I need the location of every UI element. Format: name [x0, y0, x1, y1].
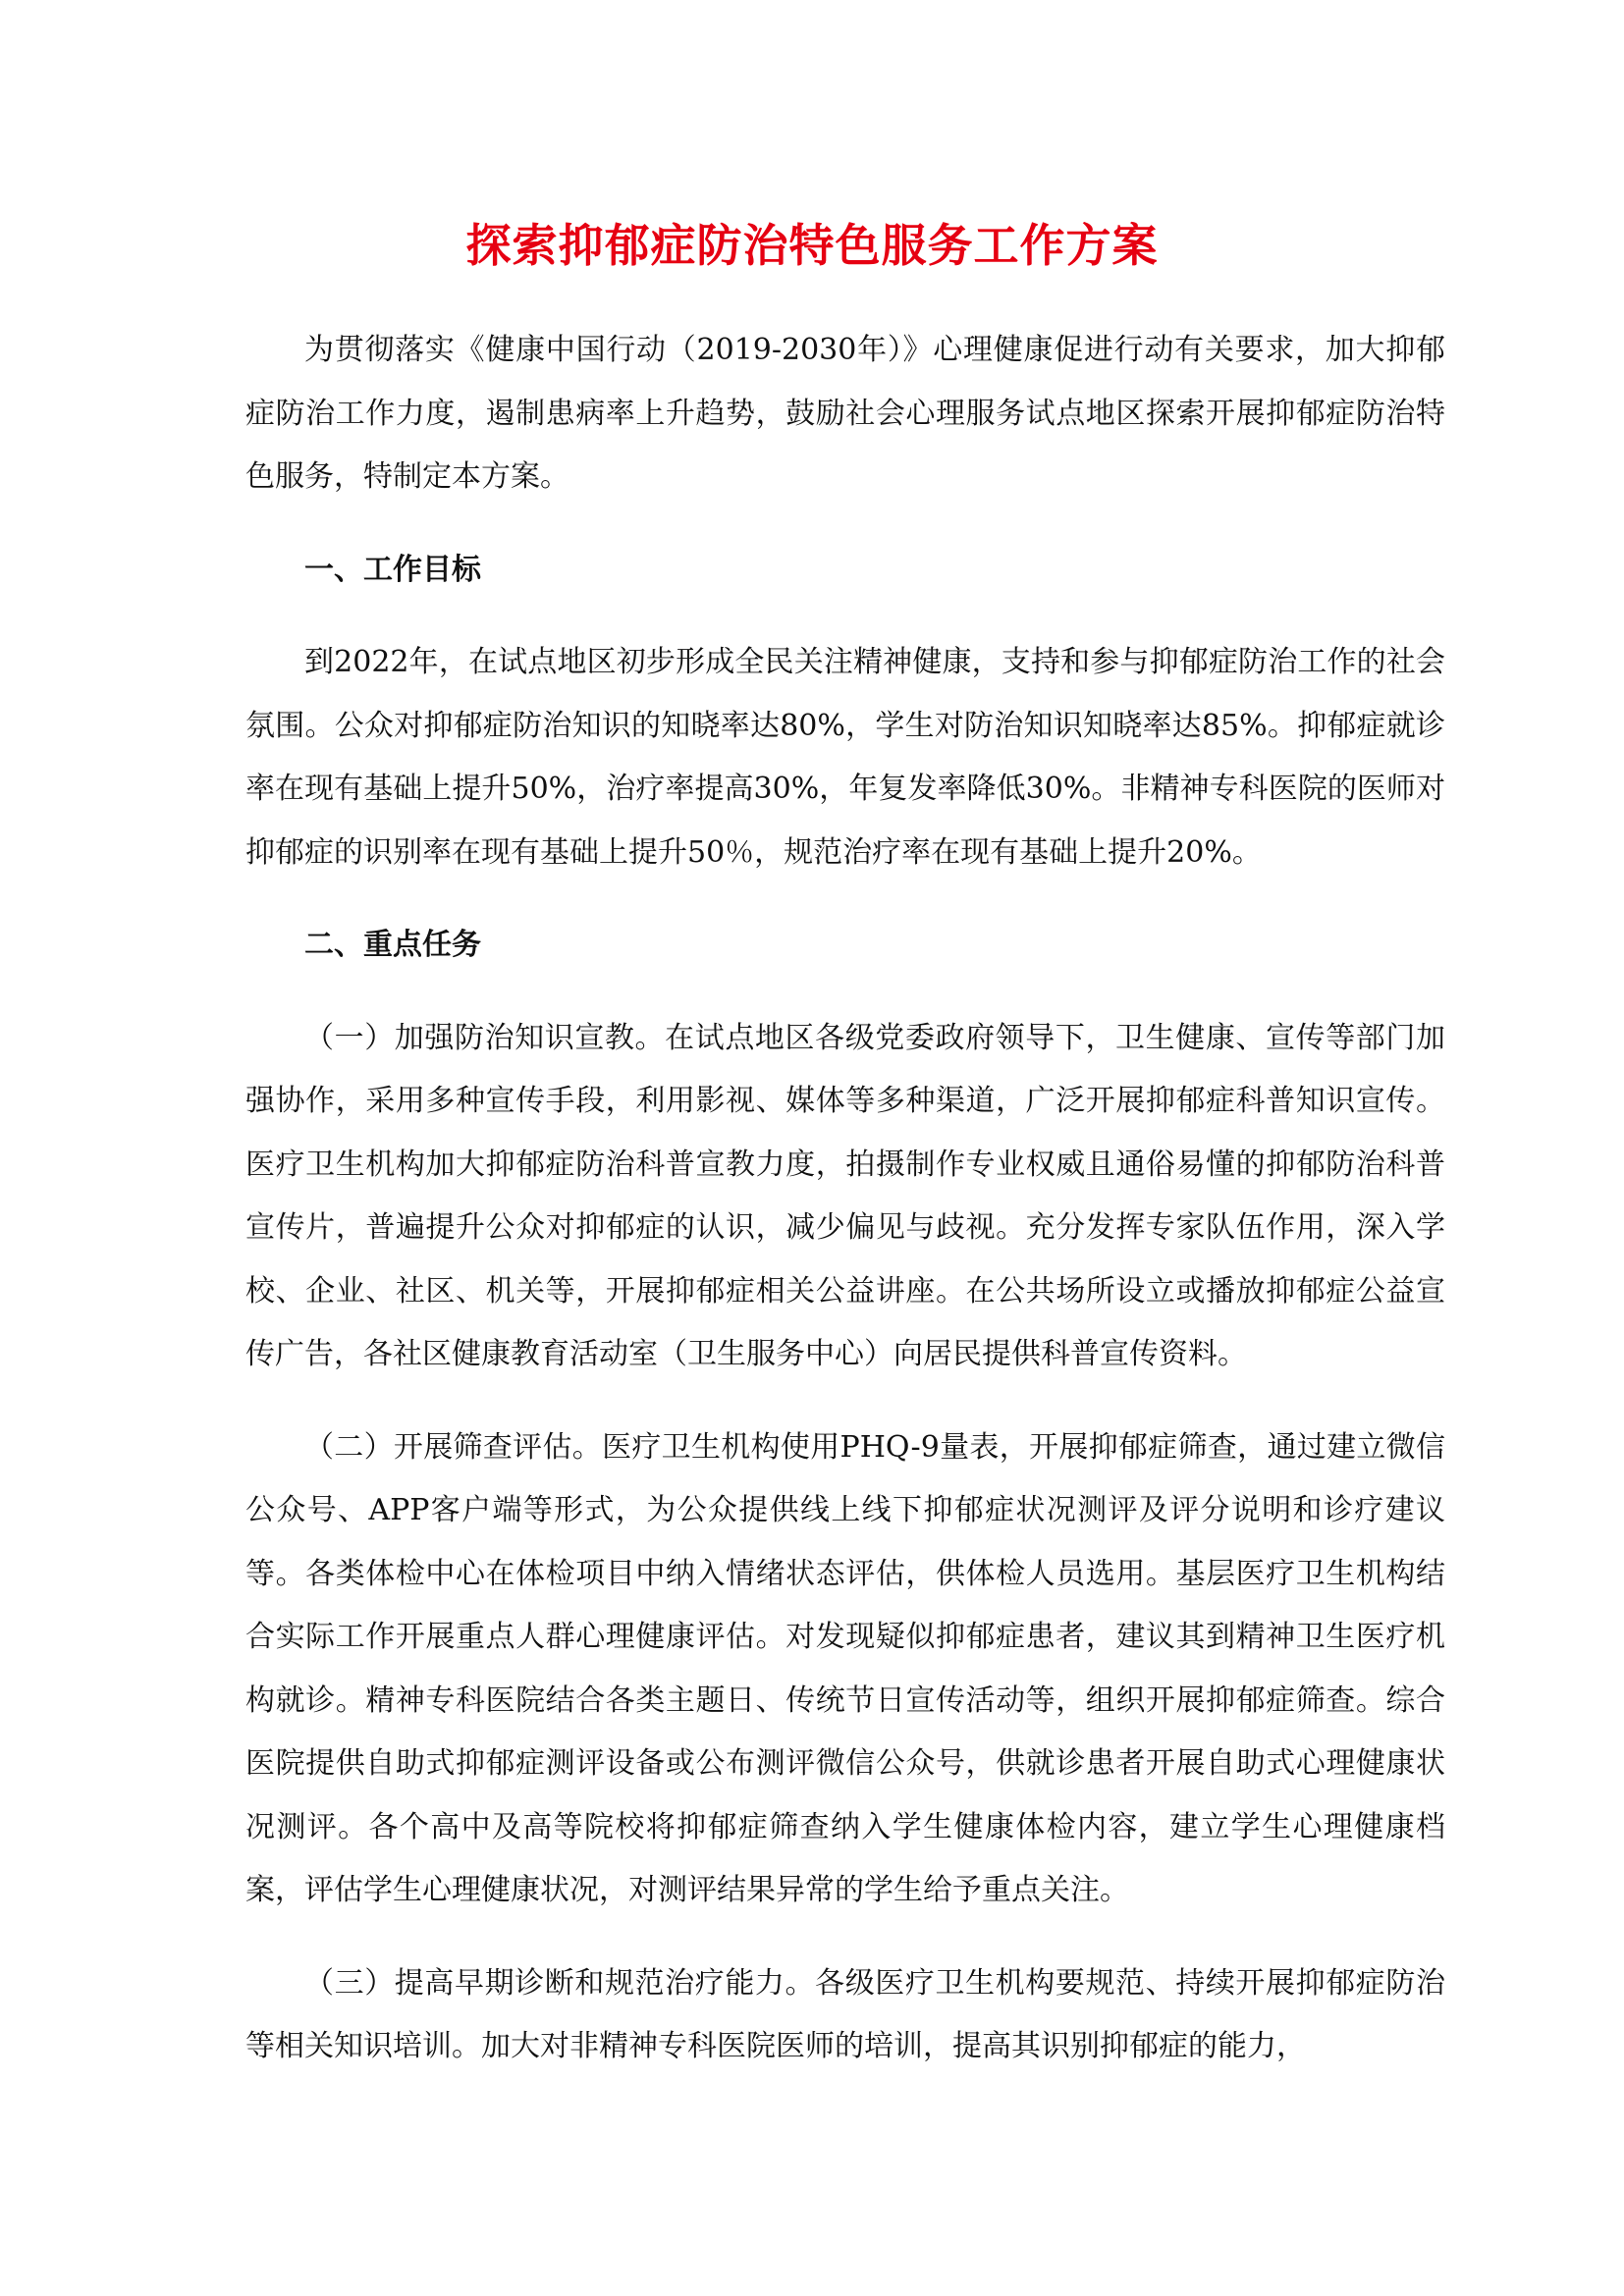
task-paragraph-2: （二）开展筛查评估。医疗卫生机构使用PHQ-9量表，开展抑郁症筛查，通过建立微信公众号、APP客户端等形式，为公众提供线上线下抑郁症状况测评及评分说明和诊疗建议等。各类体检中心在体检项目中纳入情绪状态评估，供体检人员选用。基层医疗卫生机构结合实际工作开展重点人群心理健康评估。对发现疑似抑郁症患者，建议其到精神卫生医疗机构就诊。精神专科医院结合各类主题日、传统节日宣传活动等，组织开展抑郁症筛查。综合医院提供自助式抑郁症测评设备或公布测评微信公众号，供就诊患者开展自助式心理健康状况测评。各个高中及高等院校将抑郁症筛查纳入学生健康体检内容，建立学生心理健康档案，评估学生心理健康状况，对测评结果异常的学生给予重点关注。 — [245, 1429, 1445, 1907]
section-heading-goals: 一、工作目标 — [304, 552, 481, 587]
document-title: 探索抑郁症防治特色服务工作方案 — [465, 219, 1159, 272]
task-paragraph-1: （一）加强防治知识宣教。在试点地区各级党委政府领导下，卫生健康、宣传等部门加强协作，采用多种宣传手段，利用影视、媒体等多种渠道，广泛开展抑郁症科普知识宣传。医疗卫生机构加大抑郁症防治科普宣教力度，拍摄制作专业权威且通俗易懂的抑郁防治科普宣传片，普遍提升公众对抑郁症的认识，减少偏见与歧视。充分发挥专家队伍作用，深入学校、企业、社区、机关等，开展抑郁症相关公益讲座。在公共场所设立或播放抑郁症公益宣传广告，各社区健康教育活动室（卫生服务中心）向居民提供科普宣传资料。 — [245, 1020, 1445, 1371]
intro-paragraph: 为贯彻落实《健康中国行动（2019-2030年）》心理健康促进行动有关要求，加大抑郁症防治工作力度，遏制患病率上升趋势，鼓励社会心理服务试点地区探索开展抑郁症防治特色服务，特制定本方案。 — [245, 333, 1445, 494]
section-heading-tasks: 二、重点任务 — [304, 928, 481, 962]
task-paragraph-3: （三）提高早期诊断和规范治疗能力。各级医疗卫生机构要规范、持续开展抑郁症防治等相关知识培训。加大对非精神专科医院医师的培训，提高其识别抑郁症的能力， — [245, 1965, 1445, 2063]
document-body — [245, 319, 1445, 2079]
goals-paragraph: 到2022年，在试点地区初步形成全民关注精神健康，支持和参与抑郁症防治工作的社会氛围。公众对抑郁症防治知识的知晓率达80%，学生对防治知识知晓率达85%。抑郁症就诊率在现有基础上提升50%，治疗率提高30%，年复发率降低30%。非精神专科医院的医师对抑郁症的识别率在现有基础上提升50％，规范治疗率在现有基础上提升20%。 — [245, 645, 1445, 870]
